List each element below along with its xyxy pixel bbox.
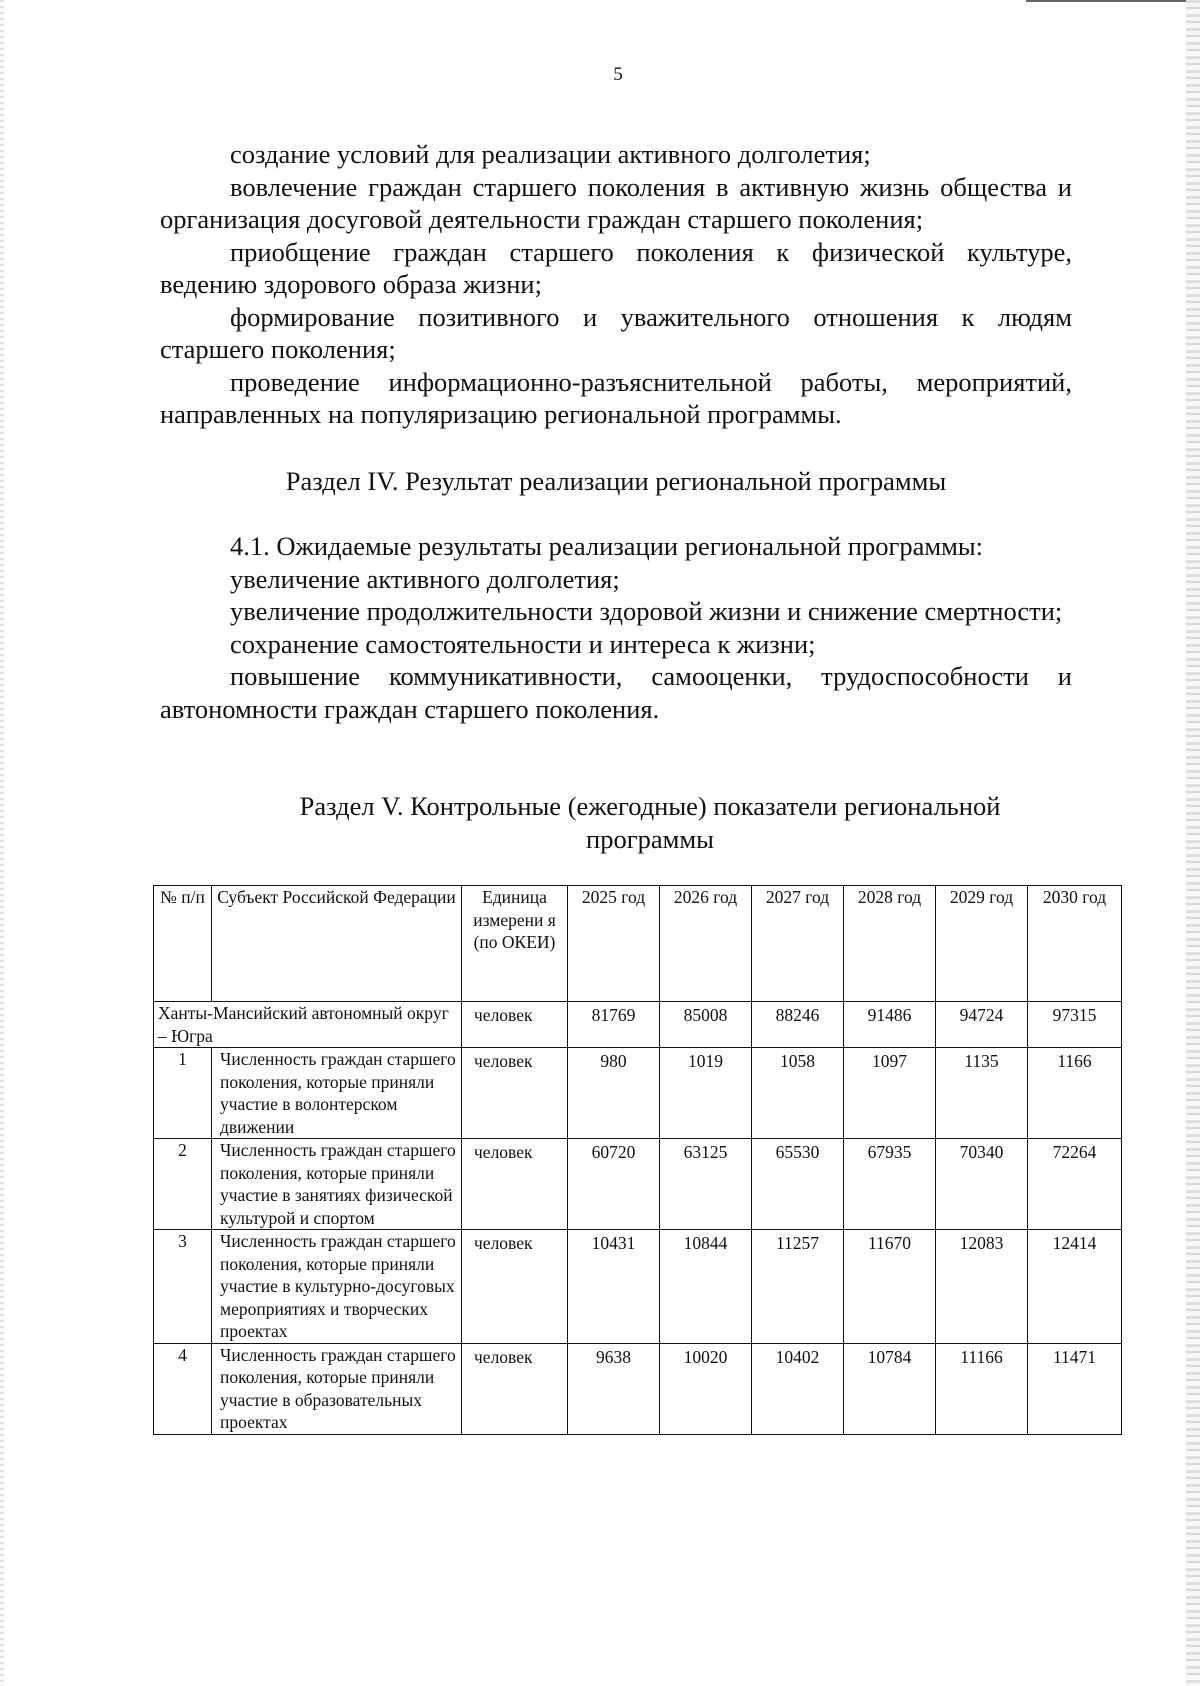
paragraph: 4.1. Ожидаемые результаты реализации региональной программы: (230, 531, 984, 561)
section-5-title-line-1: Раздел V. Контрольные (ежегодные) показатели региональной (299, 791, 1001, 821)
row-value: 12083 (936, 1230, 1028, 1344)
paragraph: повышение коммуникативности, самооценки, трудоспособности и автономности граждан старшего поколения. (160, 661, 1072, 724)
row-value: 1058 (752, 1048, 844, 1139)
row-indicator: Численность граждан старшего поколения, которые приняли участие в волонтерском движении (212, 1048, 462, 1139)
row-num: 4 (154, 1343, 212, 1434)
row-value: 11257 (752, 1230, 844, 1344)
header-unit: Единица измерени я (по ОКЕИ) (462, 886, 568, 1002)
row-indicator: Численность граждан старшего поколения, которые приняли участие в культурно-досуговых мероприятиях и творческих проектах (212, 1230, 462, 1344)
paragraph: формирование позитивного и уважительного отношения к людям старшего поколения; (160, 301, 1072, 364)
paragraph: увеличение продолжительности здоровой жизни и снижение смертности; (230, 596, 1063, 626)
row-value: 10431 (568, 1230, 660, 1344)
header-year: 2028 год (844, 886, 936, 1002)
region-unit: человек (462, 1002, 568, 1048)
table-header-row (154, 886, 1122, 1002)
table-region-row (154, 1002, 1122, 1048)
row-value: 10784 (844, 1343, 936, 1434)
row-value: 1135 (936, 1048, 1028, 1139)
row-num: 1 (154, 1048, 212, 1139)
row-value: 70340 (936, 1139, 1028, 1230)
row-value: 11166 (936, 1343, 1028, 1434)
row-value: 10402 (752, 1343, 844, 1434)
row-indicator: Численность граждан старшего поколения, которые приняли участие в занятиях физической культурой и спортом (212, 1139, 462, 1230)
region-value: 85008 (660, 1002, 752, 1048)
region-value: 81769 (568, 1002, 660, 1048)
row-value: 11471 (1028, 1343, 1122, 1434)
section-4-list (160, 530, 1072, 725)
row-value: 1097 (844, 1048, 936, 1139)
row-value: 1166 (1028, 1048, 1122, 1139)
page-number: 5 (613, 64, 623, 85)
row-value: 9638 (568, 1343, 660, 1434)
row-value: 72264 (1028, 1139, 1122, 1230)
section-4-title: Раздел IV. Результат реализации региональной программы (285, 466, 947, 496)
section-5-title (200, 790, 1100, 855)
row-value: 10844 (660, 1230, 752, 1344)
paragraph: вовлечение граждан старшего поколения в активную жизнь общества и организация досуговой деятельности граждан старшего поколения; (160, 171, 1072, 234)
row-num: 3 (154, 1230, 212, 1344)
table-row (154, 1343, 1122, 1434)
row-value: 65530 (752, 1139, 844, 1230)
scan-edge-right (1186, 0, 1200, 1686)
row-value: 980 (568, 1048, 660, 1139)
row-value: 10020 (660, 1343, 752, 1434)
header-num: № п/п (154, 886, 212, 1002)
paragraph: приобщение граждан старшего поколения к физической культуре, ведению здорового образа жизни; (160, 236, 1072, 299)
region-value: 94724 (936, 1002, 1028, 1048)
paragraph: проведение информационно-разъяснительной работы, мероприятий, направленных на популяризацию региональной программы. (160, 366, 1072, 429)
section-5-title-line-2: программы (586, 823, 714, 854)
row-value: 67935 (844, 1139, 936, 1230)
row-unit: человек (462, 1343, 568, 1434)
row-value: 12414 (1028, 1230, 1122, 1344)
header-subject: Субъект Российской Федерации (212, 886, 462, 1002)
header-year: 2027 год (752, 886, 844, 1002)
header-year: 2025 год (568, 886, 660, 1002)
table-row (154, 1139, 1122, 1230)
row-value: 63125 (660, 1139, 752, 1230)
header-year: 2029 год (936, 886, 1028, 1002)
paragraph: сохранение самостоятельности и интереса к жизни; (230, 628, 816, 659)
header-year: 2026 год (660, 886, 752, 1002)
region-value: 88246 (752, 1002, 844, 1048)
header-year: 2030 год (1028, 886, 1122, 1002)
region-value: 97315 (1028, 1002, 1122, 1048)
row-num: 2 (154, 1139, 212, 1230)
indicators-table (153, 885, 1122, 1435)
row-value: 60720 (568, 1139, 660, 1230)
intro-list (160, 138, 1072, 431)
paragraph: увеличение активного долголетия; (230, 563, 620, 594)
scan-edge-left (0, 0, 4, 1686)
table-row (154, 1230, 1122, 1344)
row-unit: человек (462, 1139, 568, 1230)
region-name: Ханты-Мансийский автономный округ – Югра (154, 1002, 462, 1048)
row-unit: человек (462, 1048, 568, 1139)
table-row (154, 1048, 1122, 1139)
row-value: 1019 (660, 1048, 752, 1139)
paragraph: создание условий для реализации активного долголетия; (230, 139, 871, 169)
row-value: 11670 (844, 1230, 936, 1344)
scan-corner-line (1026, 0, 1186, 2)
row-indicator: Численность граждан старшего поколения, которые приняли участие в образовательных проектах (212, 1343, 462, 1434)
row-unit: человек (462, 1230, 568, 1344)
region-value: 91486 (844, 1002, 936, 1048)
